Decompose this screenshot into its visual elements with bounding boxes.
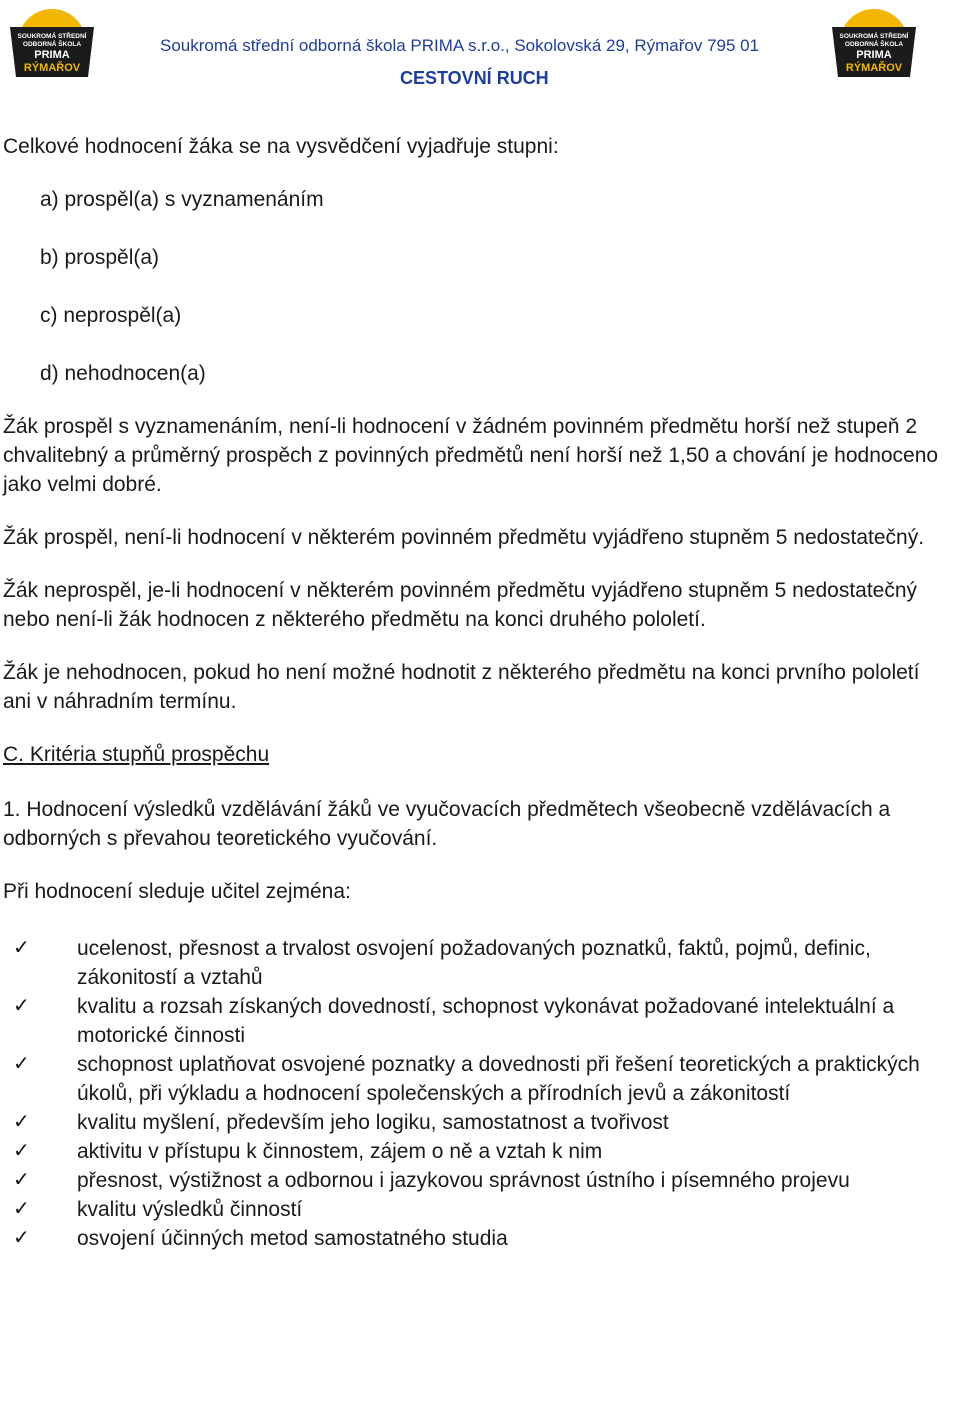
criteria-text: kvalitu výsledků činností <box>77 1198 303 1221</box>
check-icon: ✓ <box>13 995 30 1017</box>
criteria-text: kvalitu myšlení, především jeho logiku, samostatnost a tvořivost <box>77 1111 669 1134</box>
check-icon: ✓ <box>13 1227 30 1249</box>
logo-text-3: PRIMA <box>34 49 70 61</box>
paragraph-honors: Žák prospěl s vyznamenáním, není-li hodnocení v žádném povinném předmětu horší než stupeň 2 chvalitebný a průměrný prospěch z povinných předmětů není horší než 1,50 a chování je hodnoceno jako velmi dobré. <box>3 415 939 496</box>
check-icon: ✓ <box>13 1169 30 1191</box>
logo-text-4: RÝMAŘOV <box>845 62 903 74</box>
document-subtitle: CESTOVNÍ RUCH <box>400 68 549 88</box>
intro-text: Celkové hodnocení žáka se na vysvědčení vyjadřuje stupni: <box>3 135 559 158</box>
paragraph-not-graded: Žák je nehodnocen, pokud ho není možné hodnotit z některého předmětu na konci prvního pololetí ani v náhradním termínu. <box>3 661 920 713</box>
list-item <box>3 1224 953 1253</box>
list-item <box>3 992 953 1050</box>
check-icon: ✓ <box>13 1198 30 1220</box>
check-icon: ✓ <box>13 1140 30 1162</box>
grade-option: c) neprospěl(a) <box>40 304 182 327</box>
list-item <box>3 1137 953 1166</box>
logo-text-1: SOUKROMÁ STŘEDNÍ <box>17 33 87 40</box>
logo-text-4: RÝMAŘOV <box>23 62 81 74</box>
criteria-intro: Při hodnocení sleduje učitel zejména: <box>3 880 351 903</box>
logo-text-2: ODBORNÁ ŠKOLA <box>844 41 904 48</box>
logo-text-2: ODBORNÁ ŠKOLA <box>22 41 82 48</box>
paragraph-passed: Žák prospěl, není-li hodnocení v některém povinném předmětu vyjádřeno stupněm 5 nedostatečný. <box>3 526 925 549</box>
list-item <box>3 1195 953 1224</box>
school-logo-right <box>828 5 920 89</box>
criteria-text: aktivitu v přístupu k činnostem, zájem o ně a vztah k nim <box>77 1140 603 1163</box>
criteria-list <box>3 934 953 1253</box>
school-logo-left <box>6 5 98 89</box>
school-address-header: Soukromá střední odborná škola PRIMA s.r.o., Sokolovská 29, Rýmařov 795 01 <box>160 36 760 55</box>
list-item <box>3 1108 953 1137</box>
list-item <box>3 934 953 992</box>
criteria-text: přesnost, výstižnost a odbornou i jazykovou správnost ústního i písemného projevu <box>77 1169 850 1192</box>
grade-option: d) nehodnocen(a) <box>40 362 206 385</box>
criteria-text: osvojení účinných metod samostatného studia <box>77 1227 508 1250</box>
section-title: C. Kritéria stupňů prospěchu <box>3 743 270 766</box>
criteria-text: kvalitu a rozsah získaných dovedností, schopnost vykonávat požadované intelektuální a motorické činnosti <box>77 995 895 1047</box>
grade-option: b) prospěl(a) <box>40 246 160 269</box>
list-item <box>3 1166 953 1195</box>
logo-text-1: SOUKROMÁ STŘEDNÍ <box>839 33 909 40</box>
check-icon: ✓ <box>13 937 30 959</box>
criteria-text: schopnost uplatňovat osvojené poznatky a dovednosti při řešení teoretických a praktických úkolů, při výkladu a hodnocení společenských a přírodních jevů a zákonitostí <box>77 1053 920 1105</box>
list-item <box>3 1050 953 1108</box>
check-icon: ✓ <box>13 1111 30 1133</box>
section-item: 1. Hodnocení výsledků vzdělávání žáků ve vyučovacích předmětech všeobecně vzdělávacích a odborných s převahou teoretického vyučování. <box>3 798 891 850</box>
criteria-text: ucelenost, přesnost a trvalost osvojení požadovaných poznatků, faktů, pojmů, definic, zákonitostí a vztahů <box>77 937 871 989</box>
paragraph-failed: Žák neprospěl, je-li hodnocení v některém povinném předmětu vyjádřeno stupněm 5 nedostatečný nebo není-li žák hodnocen z některého předmětu na konci druhého pololetí. <box>3 579 918 631</box>
logo-text-3: PRIMA <box>856 49 892 61</box>
document-body <box>3 132 953 1253</box>
grade-option: a) prospěl(a) s vyznamenáním <box>40 188 324 211</box>
check-icon: ✓ <box>13 1053 30 1075</box>
